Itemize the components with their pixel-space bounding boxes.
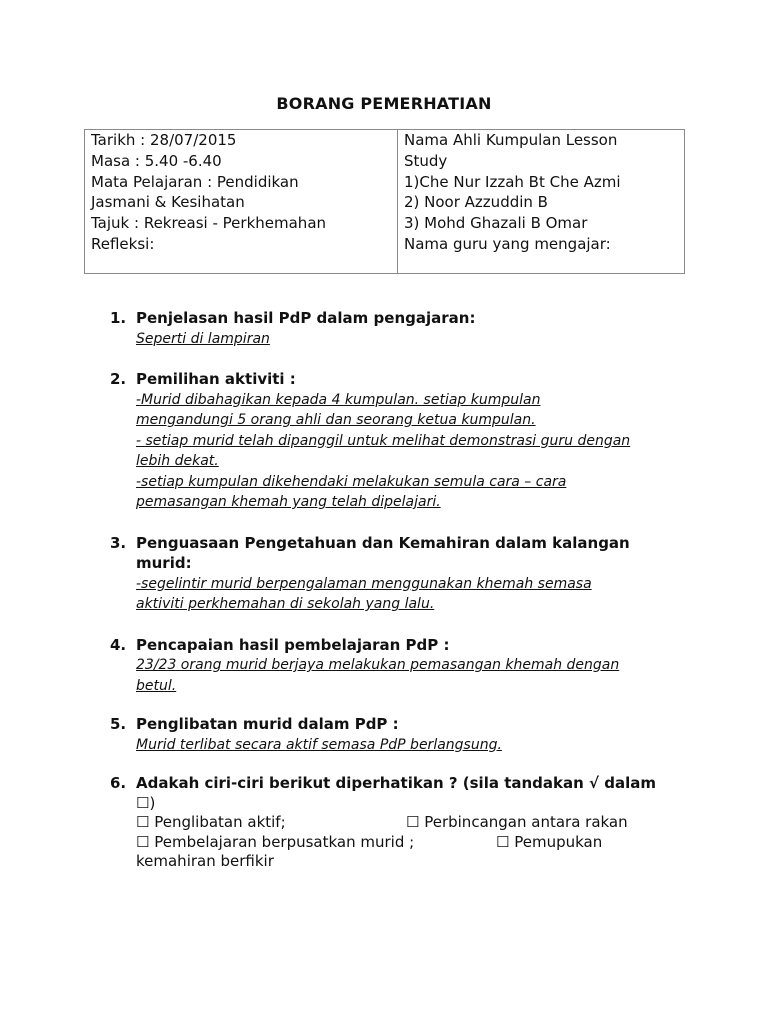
reflection-line: Refleksi: bbox=[91, 234, 155, 253]
item-answer: -segelintir murid berpengalaman menggunakan khemah semasa bbox=[136, 575, 592, 592]
time-line: Masa : 5.40 -6.40 bbox=[91, 151, 222, 170]
option-student-centred[interactable]: ☐ Pembelajaran berpusatkan murid ; bbox=[136, 832, 415, 851]
member-2: 2) Noor Azzuddin B bbox=[404, 193, 548, 212]
group-members-cell bbox=[398, 130, 685, 274]
option-peer-discussion[interactable]: ☐ Perbincangan antara rakan bbox=[406, 813, 628, 831]
checkbox-legend: ☐) bbox=[136, 793, 156, 812]
item-answer: mengandungi 5 orang ahli dan seorang ketua kumpulan. bbox=[136, 412, 536, 428]
item-title-cont: murid: bbox=[136, 554, 192, 572]
item-number: 1. bbox=[110, 309, 127, 327]
item-answer: Murid terlibat secara aktif semasa PdP berlangsung. bbox=[136, 736, 502, 753]
item-title: Penguasaan Pengetahuan dan Kemahiran dalam kalangan bbox=[136, 533, 630, 552]
list-item bbox=[110, 635, 670, 697]
item-answer: - setiap murid telah dipanggil untuk melihat demonstrasi guru dengan bbox=[136, 432, 631, 449]
item-title: Pemilihan aktiviti : bbox=[136, 370, 296, 388]
list-item-checklist bbox=[110, 773, 670, 872]
item-number: 5. bbox=[110, 715, 127, 733]
item-title: Penglibatan murid dalam PdP : bbox=[136, 715, 399, 733]
item-answer: lebih dekat. bbox=[136, 453, 219, 469]
item-answer: 23/23 orang murid berjaya melakukan pemasangan khemah dengan bbox=[136, 657, 620, 673]
checklist-row-2 bbox=[136, 833, 670, 853]
item-number: 2. bbox=[110, 370, 127, 388]
observation-list bbox=[110, 308, 670, 872]
list-item bbox=[110, 308, 670, 349]
topic-line: Tajuk : Rekreasi - Perkhemahan bbox=[91, 214, 327, 233]
item-answer: Seperti di lampiran bbox=[136, 330, 270, 347]
form-title: BORANG PEMERHATIAN bbox=[276, 94, 492, 113]
item-number: 3. bbox=[110, 533, 127, 552]
checklist-row-1 bbox=[136, 813, 670, 833]
item-number: 4. bbox=[110, 635, 127, 654]
member-1: 1)Che Nur Izzah Bt Che Azmi bbox=[404, 172, 621, 191]
subject-line-cont: Jasmani & Kesihatan bbox=[91, 193, 245, 212]
option-thinking-skills-cont: kemahiran berfikir bbox=[136, 852, 274, 870]
item-answer: betul. bbox=[136, 677, 177, 694]
subject-line: Mata Pelajaran : Pendidikan bbox=[91, 172, 299, 191]
list-item bbox=[110, 369, 670, 513]
item-title: Pencapaian hasil pembelajaran PdP : bbox=[136, 635, 450, 654]
item-number: 6. bbox=[110, 774, 127, 792]
item-answer: -setiap kumpulan dikehendaki melakukan semula cara – cara bbox=[136, 473, 567, 490]
members-heading-cont: Study bbox=[404, 151, 448, 170]
list-item bbox=[110, 533, 670, 615]
date-line: Tarikh : 28/07/2015 bbox=[91, 131, 237, 149]
member-3: 3) Mohd Ghazali B Omar bbox=[404, 214, 588, 233]
option-active-involvement[interactable]: ☐ Penglibatan aktif; bbox=[136, 813, 286, 831]
teacher-line: Nama guru yang mengajar: bbox=[404, 234, 611, 253]
item-answer: aktiviti perkhemahan di sekolah yang lalu. bbox=[136, 596, 435, 612]
info-table bbox=[84, 129, 685, 274]
session-details-cell bbox=[85, 130, 398, 274]
list-item bbox=[110, 714, 670, 755]
option-thinking-skills[interactable]: ☐ Pemupukan bbox=[496, 832, 603, 851]
members-heading: Nama Ahli Kumpulan Lesson bbox=[404, 131, 618, 149]
item-title: Adakah ciri-ciri berikut diperhatikan ? (sila tandakan √ dalam bbox=[136, 774, 656, 792]
item-title: Penjelasan hasil PdP dalam pengajaran: bbox=[136, 309, 476, 327]
item-answer: -Murid dibahagikan kepada 4 kumpulan. setiap kumpulan bbox=[136, 391, 541, 408]
item-answer: pemasangan khemah yang telah dipelajari. bbox=[136, 494, 441, 510]
